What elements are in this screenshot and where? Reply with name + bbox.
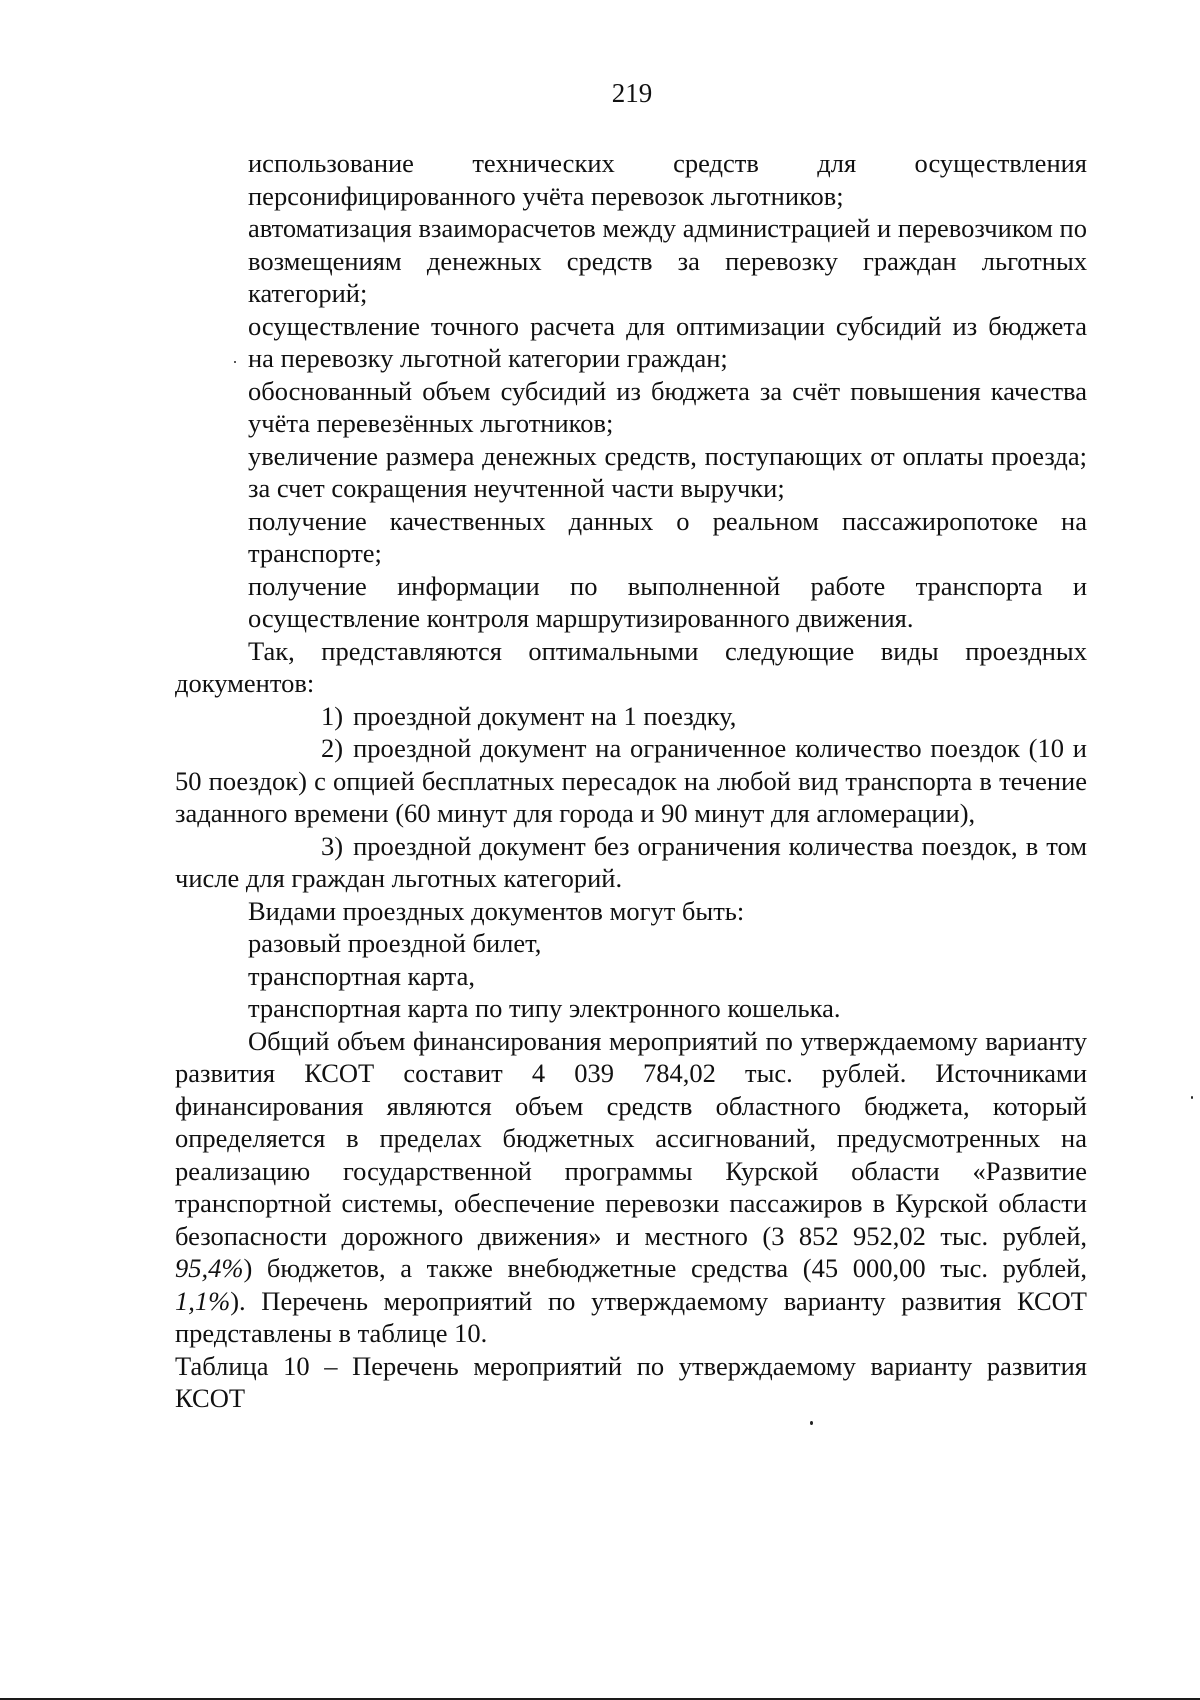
numbered-item (175, 830, 1087, 895)
financing-percent: 95,4% (175, 1253, 244, 1283)
table-caption: Таблица 10 – Перечень мероприятий по утверждаемому варианту развития КСОТ (175, 1350, 1087, 1413)
page-number: 219 (611, 78, 653, 108)
intro-paragraph: Так, представляются оптимальными следующие виды проездных документов: (175, 635, 1087, 698)
list-item: использование технических средств для осуществления персонифицированного учёта перевозок льготников; (248, 148, 1087, 211)
numbered-item (175, 700, 1087, 733)
financing-paragraph (175, 1025, 1087, 1350)
list-item: получение информации по выполненной работе транспорта и осуществление контроля маршрутизированного движения. (248, 570, 1087, 633)
kind-item: транспортная карта по типу электронного кошелька. (248, 993, 841, 1023)
item-number: 1) (321, 700, 344, 731)
item-text: проездной документ без ограничения количества поездок, в том числе для граждан льготных категорий. (175, 830, 1087, 893)
financing-text: ). Перечень мероприятий по утверждаемому варианту развития КСОТ представлены в таблице 10. (175, 1285, 1087, 1348)
kind-item: разовый проездной билет, (248, 928, 542, 958)
financing-percent: 1,1% (175, 1285, 231, 1316)
item-number: 2) (321, 733, 344, 763)
scan-speck (810, 1421, 813, 1425)
list-item: увеличение размера денежных средств, поступающих от оплаты проезда; за счет сокращения неучтенной части выручки; (248, 440, 1087, 503)
financing-text: ) бюджетов, а также внебюджетные средства (45 000,00 тыс. рублей, (243, 1253, 1087, 1283)
financing-text: Общий объем финансирования мероприятий по утверждаемому варианту развития КСОТ составит 4 039 784,02 тыс. рублей. Источниками финансирования являются объем средств областного бюджета, который определяется в пределах бюджетных ассигнований, предусмотренных на реализацию государственной программы Курской области «Развитие транспортной системы, обеспечение перевозки пассажиров в Курской области безопасности дорожного движения» и местного (3 852 952,02 тыс. рублей, (175, 1025, 1087, 1251)
scan-speck (1191, 1096, 1193, 1099)
kind-item: транспортная карта, (248, 960, 475, 991)
kinds-intro: Видами проездных документов могут быть: (248, 895, 745, 926)
list-item: осуществление точного расчета для оптимизации субсидий из бюджета на перевозку льготной категории граждан; (248, 310, 1087, 373)
list-item: обоснованный объем субсидий из бюджета за счёт повышения качества учёта перевезённых льготников; (248, 375, 1087, 438)
item-number: 3) (321, 830, 344, 861)
list-item: автоматизация взаиморасчетов между администрацией и перевозчиком по возмещениям денежных средств за перевозку граждан льготных категорий; (248, 213, 1087, 308)
list-item: получение качественных данных о реальном пассажиропотоке на транспорте; (248, 505, 1087, 568)
item-text: проездной документ на 1 поездку, (353, 700, 737, 731)
page-body (175, 147, 1087, 1415)
item-text: проездной документ на ограниченное количество поездок (10 и 50 поездок) с опцией бесплатных пересадок на любой вид транспорта в течение заданного времени (60 минут для города и 90 минут для агломерации), (175, 733, 1087, 828)
numbered-item (175, 732, 1087, 830)
scan-speck (234, 361, 236, 363)
